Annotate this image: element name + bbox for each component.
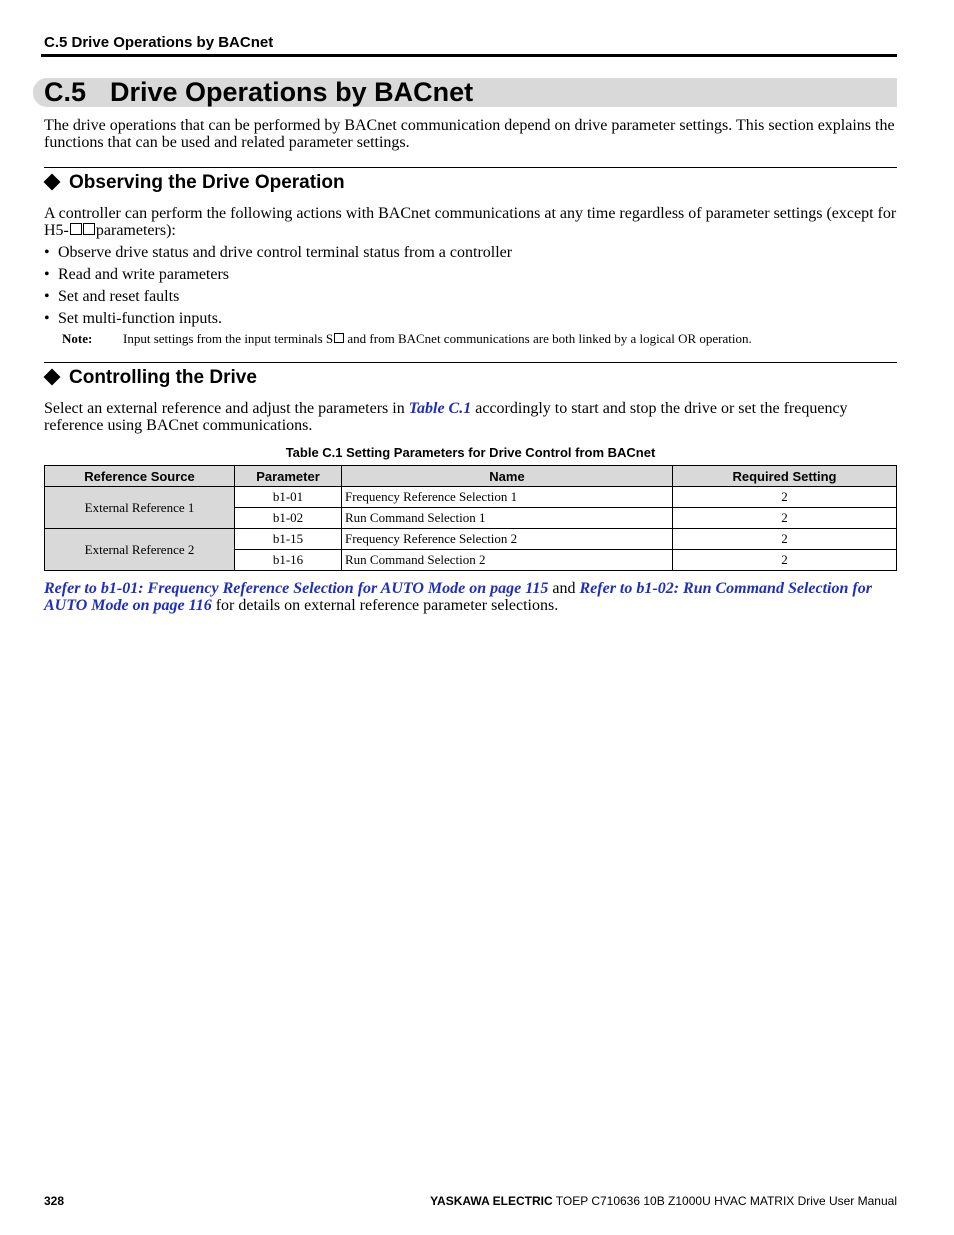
bullet-icon: • bbox=[44, 266, 50, 283]
list-item-text: Observe drive status and drive control terminal status from a controller bbox=[58, 244, 513, 261]
controlling-text-a: Select an external reference and adjust the parameters in bbox=[44, 400, 409, 417]
parameter-cell: b1-01 bbox=[235, 487, 342, 508]
subsection-rule-observing bbox=[44, 167, 897, 168]
footer-doc-info bbox=[430, 1194, 897, 1208]
name-cell: Frequency Reference Selection 1 bbox=[342, 487, 673, 508]
column-header: Name bbox=[342, 466, 673, 487]
placeholder-box-icon bbox=[70, 223, 82, 235]
list-item-text: Set multi-function inputs. bbox=[58, 310, 222, 327]
setting-cell: 2 bbox=[673, 550, 897, 571]
subheading-observing bbox=[44, 172, 345, 194]
list-item-text: Set and reset faults bbox=[58, 288, 180, 305]
footer-brand: YASKAWA ELECTRIC bbox=[430, 1194, 553, 1208]
note-text-a: Input settings from the input terminals S bbox=[123, 331, 334, 346]
refer-and: and bbox=[548, 580, 580, 597]
header-rule bbox=[41, 54, 897, 57]
setting-cell: 2 bbox=[673, 487, 897, 508]
parameter-cell: b1-02 bbox=[235, 508, 342, 529]
list-item bbox=[44, 310, 222, 328]
refer-tail: for details on external reference parameter selections. bbox=[211, 597, 559, 614]
setting-cell: 2 bbox=[673, 508, 897, 529]
running-header: C.5 Drive Operations by BACnet bbox=[44, 34, 274, 51]
parameters-table bbox=[44, 465, 897, 571]
list-item bbox=[44, 288, 179, 306]
table-row bbox=[45, 487, 897, 508]
placeholder-box-icon bbox=[334, 333, 344, 343]
table-row bbox=[45, 529, 897, 550]
table-header-row bbox=[45, 466, 897, 487]
name-cell: Run Command Selection 1 bbox=[342, 508, 673, 529]
name-cell: Run Command Selection 2 bbox=[342, 550, 673, 571]
list-item-text: Read and write parameters bbox=[58, 266, 230, 283]
subsection-rule-controlling bbox=[44, 362, 897, 363]
observing-intro bbox=[44, 205, 899, 239]
column-header: Reference Source bbox=[45, 466, 235, 487]
bullet-icon: • bbox=[44, 310, 50, 327]
column-header: Parameter bbox=[235, 466, 342, 487]
note bbox=[62, 331, 752, 346]
bullet-icon: • bbox=[44, 244, 50, 261]
refer-paragraph bbox=[44, 580, 899, 614]
placeholder-box-icon bbox=[83, 223, 95, 235]
refer-link-b1-02[interactable]: Refer to b1-02: Run Command Selection for AUTO Mode on page 116 bbox=[44, 580, 872, 614]
controlling-text-b: accordingly to start and stop the drive or set the frequency reference using BACnet communications. bbox=[44, 400, 848, 434]
diamond-icon bbox=[44, 173, 61, 190]
reference-source-cell: External Reference 1 bbox=[45, 487, 235, 529]
refer-link-b1-01[interactable]: Refer to b1-01: Frequency Reference Selection for AUTO Mode on page 115 bbox=[44, 580, 549, 597]
parameter-cell: b1-16 bbox=[235, 550, 342, 571]
section-title bbox=[44, 76, 473, 109]
note-label: Note: bbox=[62, 331, 93, 346]
name-cell: Frequency Reference Selection 2 bbox=[342, 529, 673, 550]
table-caption: Table C.1 Setting Parameters for Drive Control from BACnet bbox=[285, 445, 656, 460]
footer-doc-title: TOEP C710636 10B Z1000U HVAC MATRIX Drive User Manual bbox=[552, 1194, 897, 1208]
diamond-icon bbox=[44, 368, 61, 385]
setting-cell: 2 bbox=[673, 529, 897, 550]
reference-source-cell: External Reference 2 bbox=[45, 529, 235, 571]
observing-intro-text-b: parameters): bbox=[95, 222, 176, 239]
controlling-intro bbox=[44, 400, 899, 434]
note-text-b: and from BACnet communications are both linked by a logical OR operation. bbox=[344, 331, 752, 346]
bullet-icon: • bbox=[44, 288, 50, 305]
subheading-controlling-text: Controlling the Drive bbox=[69, 367, 257, 388]
table-reference-link[interactable]: Table C.1 bbox=[408, 400, 472, 417]
section-number: C.5 bbox=[44, 77, 87, 107]
section-title-text: Drive Operations by BACnet bbox=[110, 77, 474, 107]
subheading-controlling bbox=[44, 367, 257, 389]
observing-intro-text-a: A controller can perform the following actions with BACnet communications at any time regardless of parameter settings (except for H5- bbox=[44, 205, 897, 239]
subheading-observing-text: Observing the Drive Operation bbox=[69, 172, 345, 193]
section-intro: The drive operations that can be performed by BACnet communication depend on drive parameter settings. This section explains the functions that can be used and related parameter settings. bbox=[44, 117, 895, 151]
list-item bbox=[44, 266, 229, 284]
parameter-cell: b1-15 bbox=[235, 529, 342, 550]
list-item bbox=[44, 244, 512, 262]
column-header: Required Setting bbox=[673, 466, 897, 487]
page-number: 328 bbox=[44, 1194, 65, 1208]
